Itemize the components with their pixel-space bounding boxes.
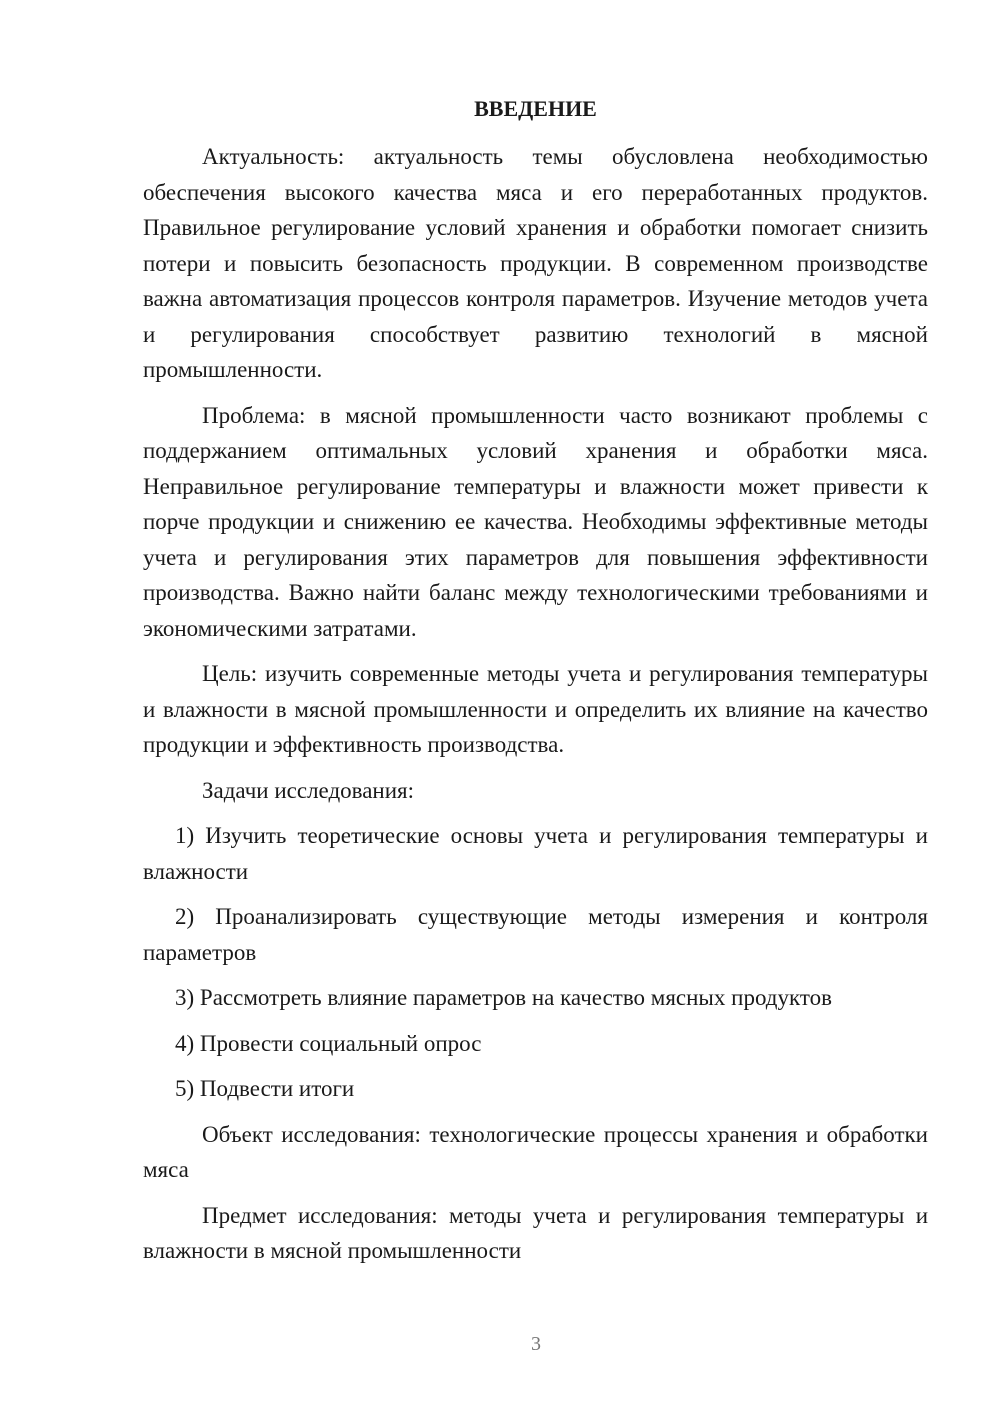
task-item-4: 4) Провести социальный опрос (175, 1030, 482, 1056)
document-body (143, 94, 928, 1279)
task-item-3: 3) Рассмотреть влияние параметров на качество мясных продуктов (175, 985, 832, 1010)
task-item-2: 2) Проанализировать существующие методы измерения и контроля параметров (143, 904, 928, 965)
paragraph-subject: Предмет исследования: методы учета и регулирования температуры и влажности в мясной промышленности (143, 1202, 928, 1263)
paragraph-object: Объект исследования: технологические процессы хранения и обработки мяса (143, 1121, 928, 1182)
task-item-5: 5) Подвести итоги (175, 1076, 355, 1101)
page-number: 3 (531, 1333, 541, 1355)
paragraph-goal: Цель: изучить современные методы учета и регулирования температуры и влажности в мясной промышленности и определить их влияние на качество продукции и эффективность производства. (143, 661, 928, 757)
paragraph-relevance: Актуальность: актуальность темы обусловлена необходимостью обеспечения высокого качества мяса и его переработанных продуктов. Правильное регулирование условий хранения и обработки помогает снизить потери и повысить безопасность продукции. В современном производстве важна автоматизация процессов контроля параметров. Изучение методов учета и регулирования способствует развитию технологий в мясной промышленности. (143, 144, 928, 382)
paragraph-problem: Проблема: в мясной промышленности часто возникают проблемы с поддержанием оптимальных условий хранения и обработки мяса. Неправильное регулирование температуры и влажности может привести к порче продукции и снижению ее качества. Необходимы эффективные методы учета и регулирования этих параметров для повышения эффективности производства. Важно найти баланс между технологическими требованиями и экономическими затратами. (143, 402, 928, 641)
task-item-1: 1) Изучить теоретические основы учета и регулирования температуры и влажности (143, 823, 928, 884)
page-title: ВВЕДЕНИЕ (474, 96, 597, 121)
tasks-heading: Задачи исследования: (202, 777, 415, 803)
